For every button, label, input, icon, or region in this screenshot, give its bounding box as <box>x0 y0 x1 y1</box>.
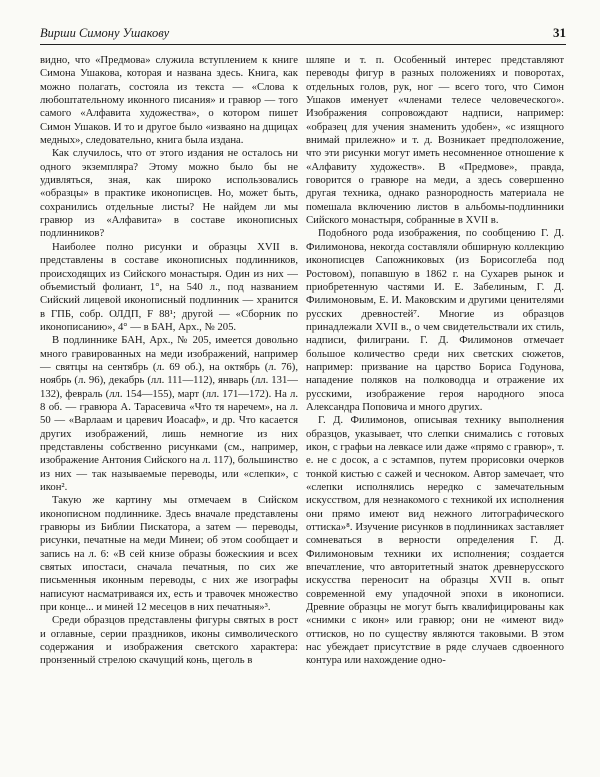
paragraph: Г. Д. Филимонов, описывая технику выполнения образцов, указывает, что слепки снимались с готовых икон, с графьи на левкасе или даже «прямо с гравюр», т. е. не с досок, а с эстампов, путем прорисовки очерков тонкой кистью с сажей и чесноком. Автор замечает, что «слепки исполнялись нередко с замечательным искусством, для незнакомого с техникой их исполнения они прямо имеют вид нежного литографического оттиска»⁸. Изучение рисунков в подлинниках заставляет сомневаться в верности определения Г. Д. Филимоновым техники их исполнения; создается впечатление, что авторитетный знаток древнерусского искусства переносит на образцы XVII в. опыт современной ему упадочной эпохи в иконописи. Древние образцы не могут быть квалифицированы как «снимки с икон» или гравюр; они не «имеют вид» оттисков, но по существу являются таковыми. В этом нас убеждает присутствие в ряде случаев сдвоенного контура или нахождение одно- <box>306 414 564 667</box>
paragraph: видно, что «Предмова» служила вступлением к книге Симона Ушакова, которая и названа здесь. Книга, как можно полагать, состояла из текста — «Слова к любоштательному иконного писания» и гравюр — того самого «Алфавита художества», о котором пишет Симон Ушаков. И то и другое было «изваяно на дщицах медных», следовательно, книга была издана. <box>40 54 298 147</box>
paragraph: Как случилось, что от этого издания не осталось ни одного экземпляра? Этому можно было бы не удивляться, зная, как широко использовались «образцы» в практике иконописцев. Но, может быть, сохранились отдельные листы? Не найдем ли мы гравюр из «Алфавита» в составе иконописных подлинников? <box>40 147 298 240</box>
right-column <box>306 54 564 668</box>
paragraph: Подобного рода изображения, по сообщению Г. Д. Филимонова, некогда составляли обширную коллекцию иконописцев Сапожниковых (из Борисоглеба под Ростовом), попавшую в 1862 г. на Сухарев рынок и приобретенную частями И. Е. Забелиным, Г. Д. Филимоновым, Е. И. Маковским и другими ценителями русских древностей⁷. Многие из образцов принадлежали XVII в., о чем свидетельствали их стиль, надписи, филиграни. Г. Д. Филимонов отмечает большое количество среди них светских сюжетов, например: призвание на царство Бориса Годунова, нападение поляков на полководца и отражение их русскими, изображение героя народного эпоса Александра Поповича и много других. <box>306 227 564 413</box>
running-head <box>40 24 566 45</box>
page-number: 31 <box>553 25 566 40</box>
left-column <box>40 54 298 668</box>
paragraph: В подлиннике БАН, Арх., № 205, имеется довольно много гравированных на меди изображений, например — святцы на сентябрь (л. 69 об.), на октябрь (л. 76), ноябрь (л. 96), декабрь (лл. 111—112), январь (лл. 131—132), февраль (лл. 154—155), март (лл. 171—172). На л. 8 об. — гравюра А. Тарасевича «Что тя наречем», на л. 50 — «Варлаам и царевич Иоасаф», и др. Что касается других изображений, лишь немногие из них представлены собственно рисунками (см., например, изображение Антония Сийского на л. 117), большинство из них — так называемые переводы, или «слепки», с икон². <box>40 334 298 493</box>
paragraph: Среди образцов представлены фигуры святых в рост и оглавные, серии праздников, иконы символического содержания и изображения светского характера: пронзенный стрелою скачущий конь, щеголь в <box>40 614 298 667</box>
paragraph: Наиболее полно рисунки и образцы XVII в. представлены в составе иконописных подлинников, происходящих из Сийского монастыря. Один из них — объемистый фолиант, 1°, на 540 л., под названием Сийский лицевой иконописный подлинник — хранится в ГПБ, собр. ОЛДП, F 88¹; другой — «Сборник по иконописанию», 4° — в БАН, Арх., № 205. <box>40 240 298 333</box>
paragraph: шляпе и т. п. Особенный интерес представляют переводы фигур в разных положениях и поворотах, отдельных голов, рук, ног — всего того, что Симон Ушаков именует «членами телесе человеческого». Изображения сопровождают надписи, например: «образец для учения знаменить удобен», «с изящного внимай прилежно» и т. д. Возникает предположение, что эти рисунки могут иметь несомненное отношение к «Алфавиту художеств». В «Предмове», правда, говорится о гравюре на меди, а здесь совершенно другая техника, однако разнородность материала не помешала включению листов в альбомы-подлинники Сийского монастыря, собранные в XVII в. <box>306 54 564 227</box>
paragraph: Такую же картину мы отмечаем в Сийском иконописном подлиннике. Здесь вначале представлены гравюры из Библии Пискатора, а затем — переводы, рисунки, печатные на меди Минеи; об этом сообщает и запись на л. 6: «В сей книзе образы божескиия и всех святых ипостаси, сначала печатныя, по сих же письменныя иконным переводы, с них же изографы написуют насматриваяся их, есть и травочек множество при конце... и миней 12 месецов в них печатныя»³. <box>40 494 298 614</box>
running-title: Вирши Симону Ушакову <box>40 26 170 40</box>
